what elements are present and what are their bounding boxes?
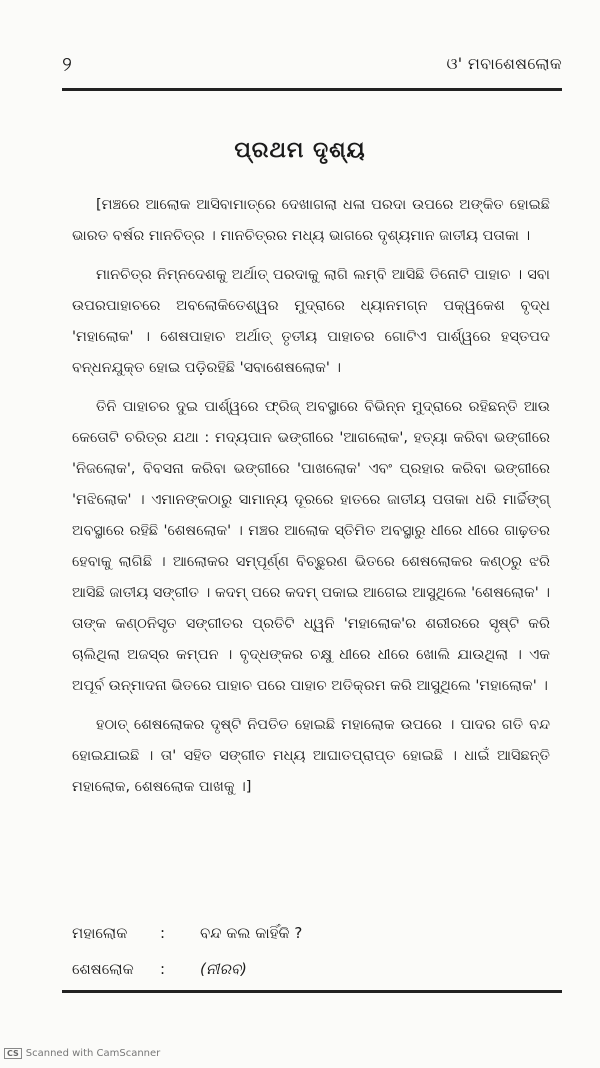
scanner-text: Scanned with CamScanner bbox=[25, 1048, 161, 1059]
dialogue-line bbox=[72, 951, 550, 987]
speech-text: ବନ୍ଦ କଲ କାହିଁକି ? bbox=[200, 924, 303, 942]
speech-text: (ନୀରବ) bbox=[200, 960, 247, 978]
scanner-watermark bbox=[4, 1048, 160, 1059]
scene-title: ପ୍ରଥମ ଦୃଶ୍ୟ bbox=[234, 138, 366, 163]
page-header bbox=[60, 48, 564, 78]
page-number: ୨ bbox=[62, 52, 72, 76]
running-title: ଓ' ମବାଶେଷଲୋକ bbox=[446, 54, 562, 73]
speaker-name: ମହାଲୋକ bbox=[72, 924, 128, 942]
dialogue-line bbox=[72, 915, 550, 951]
paragraph: ମାନଚିତ୍ର ନିମ୍ନଦେଶକୁ ଅର୍ଥାତ୍ ପରଦାକୁ ଲାଗି ଲମ୍ବି ଆସିଛି ତିନୋଟି ପାହାଚ । ସବା ଉପରପାହାଚରେ ଅବଲୋକିତେଶ୍ୱର ମୁଦ୍ରାରେ ଧ୍ୟାନମଗ୍ନ ପକ୍ୱକେଶ ବୃଦ୍ଧ 'ମହାଲୋକ' । ଶେଷପାହାଚ ଅର୍ଥାତ୍ ତୃତୀୟ ପାହାଚର ଗୋଟିଏ ପାର୍ଶ୍ୱରେ ହସ୍ତପଦ ବନ୍ଧନଯୁକ୍ତ ହୋଇ ପଡ଼ିରହିଛି 'ସବାଶେଷଲୋକ' । bbox=[72, 267, 550, 376]
header-rule bbox=[62, 88, 562, 91]
dialogue-block bbox=[72, 915, 550, 987]
paragraph: ହଠାତ୍ ଶେଷଲୋକର ଦୃଷ୍ଟି ନିପତିତ ହୋଇଛି ମହାଲୋକ ଉପରେ । ପାଦର ଗତି ବନ୍ଦ ହୋଇଯାଇଛି । ତା' ସହିତ ସଙ୍ଗୀତ ମଧ୍ୟ ଆଘାତପ୍ରାପ୍ତ ହୋଇଛି । ଧାଇଁ ଆସିଛନ୍ତି ମହାଲୋକ, ଶେଷଲୋକ ପାଖକୁ ।] bbox=[72, 717, 550, 795]
paragraph: ତିନି ପାହାଚର ଦୁଇ ପାର୍ଶ୍ୱରେ ଫ୍ରିଜ୍ ଅବସ୍ଥାରେ ବିଭିନ୍ନ ମୁଦ୍ରାରେ ରହିଛନ୍ତି ଆଉ କେତୋଟି ଚରିତ୍ର ଯଥା : ମଦ୍ୟପାନ ଭଙ୍ଗୀରେ 'ଆଗଲୋକ', ହତ୍ୟା କରିବା ଭଙ୍ଗୀରେ 'ନିଜଲୋକ', ବିବସନା କରିବା ଭଙ୍ଗୀରେ 'ପାଖଲୋକ' ଏବଂ ପ୍ରହାର କରିବା ଭଙ୍ଗୀରେ 'ମଝିଲୋକ' । ଏମାନଙ୍କଠାରୁ ସାମାନ୍ୟ ଦୂରରେ ହାତରେ ଜାତୀୟ ପତାକା ଧରି ମାର୍ଚ୍ଚିଙ୍ଗ୍ ଅବସ୍ଥାରେ ରହିଛି 'ଶେଷଲୋକ' । ମଞ୍ଚର ଆଲୋକ ସ୍ତିମିତ ଅବସ୍ଥାରୁ ଧୀରେ ଧୀରେ ଗାଢ଼ତର ହେବାକୁ ଲାଗିଛି । ଆଲୋକର ସମ୍ପୂର୍ଣ୍ଣ ବିଚ୍ଛୁରଣ ଭିତରେ ଶେଷଲୋକର କଣ୍ଠରୁ ଝରି ଆସିଛି ଜାତୀୟ ସଙ୍ଗୀତ । କଦମ୍ ପରେ କଦମ୍ ପକାଇ ଆଗେଇ ଆସୁଥିଲେ 'ଶେଷଲୋକ' । ତାଙ୍କ କଣ୍ଠନିସୃତ ସଙ୍ଗୀତର ପ୍ରତିଟି ଧ୍ୱନି 'ମହାଲୋକ'ର ଶରୀରରେ ସୃଷ୍ଟି କରି ଚାଲିଥିଲା ଅଜସ୍ର କମ୍ପନ । ବୃଦ୍ଧଙ୍କର ଚକ୍ଷୁ ଧୀରେ ଧୀରେ ଖୋଲି ଯାଉଥିଲା । ଏକ ଅପୂର୍ବ ଉନ୍ମାଦନା ଭିତରେ ପାହାଚ ପରେ ପାହାଚ ଅତିକ୍ରମ କରି ଆସୁଥିଲେ 'ମହାଲୋକ' । bbox=[72, 399, 550, 694]
paragraph: [ମଞ୍ଚରେ ଆଲୋକ ଆସିବାମାତ୍ରେ ଦେଖାଗଲା ଧଳା ପରଦା ଉପରେ ଅଙ୍କିତ ହୋଇଛି ଭାରତ ବର୍ଷର ମାନଚିତ୍ର । ମାନଚିତ୍ରର ମଧ୍ୟ ଭାଗରେ ଦୃଶ୍ୟମାନ ଜାତୀୟ ପତାକା । bbox=[72, 197, 550, 244]
speaker-colon: : bbox=[160, 924, 166, 942]
speaker-name: ଶେଷଲୋକ bbox=[72, 960, 134, 978]
speaker-colon: : bbox=[160, 960, 166, 978]
camscanner-logo-icon: CS bbox=[4, 1048, 22, 1059]
footer-rule bbox=[62, 990, 562, 993]
stage-directions bbox=[72, 190, 550, 811]
